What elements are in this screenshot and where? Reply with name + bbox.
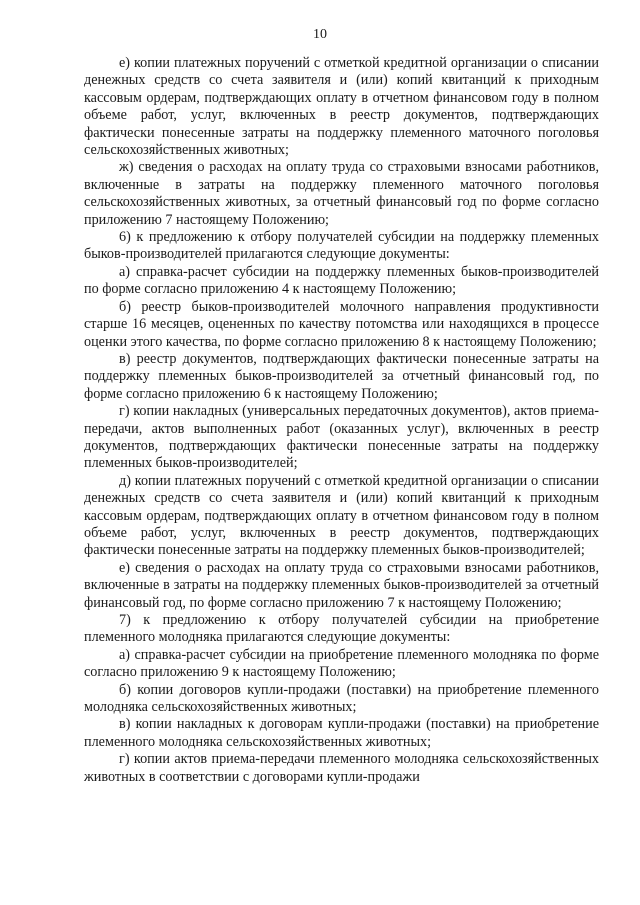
paragraph-e-breeding-stock-payments: е) копии платежных поручений с отметкой кредитной организации о списании денежных средств со счета заявителя и (или) копий квитанций к приходным кассовым ордерам, подтверждающих оплату в отчетном финансовом году в полном объеме работ, услуг, включенных в реестр документов, подтверждающих фактически понесенные затраты на поддержку племенного маточного поголовья сельскохозяйственных животных; bbox=[84, 55, 599, 159]
paragraph-b-bulls-registry: б) реестр быков-производителей молочного направления продуктивности старше 16 месяцев, оцененных по качеству потомства или находящихся в процессе оценки этого качества, по форме согласно приложению 8 к настоящему Положению; bbox=[84, 298, 599, 350]
paragraph-zh-breeding-stock-labor: ж) сведения о расходах на оплату труда со страховыми взносами работников, включенные в затраты на поддержку племенного маточного поголовья сельскохозяйственных животных, за отчетный финансовый год по форме согласно приложению 7 настоящему Положению; bbox=[84, 159, 599, 228]
paragraph-g-young-stock-acts: г) копии актов приема-передачи племенного молодняка сельскохозяйственных животных в соответствии с договорами купли-продажи bbox=[84, 751, 599, 785]
page-number: 10 bbox=[313, 27, 327, 42]
paragraph-e-bulls-labor: е) сведения о расходах на оплату труда со страховыми взносами работников, включенные в затраты на поддержку племенных быков-производителей за отчетный финансовый год, по форме согласно приложению 7 к настоящему Положению; bbox=[84, 559, 599, 611]
paragraph-v-bulls-cost-registry: в) реестр документов, подтверждающих фактически понесенные затраты на поддержку племенных быков-производителей за отчетный финансовый год, по форме согласно приложению 6 к настоящему Положению; bbox=[84, 350, 599, 402]
document-body bbox=[84, 55, 599, 786]
paragraph-v-young-stock-invoices: в) копии накладных к договорам купли-продажи (поставки) на приобретение племенного молодняка сельскохозяйственных животных; bbox=[84, 716, 599, 750]
paragraph-d-bulls-payments: д) копии платежных поручений с отметкой кредитной организации о списании денежных средств со счета заявителя и (или) копий квитанций к приходным кассовым ордерам, подтверждающих оплату в отчетном финансовом году в полном объеме работ, услуг, включенных в реестр документов, подтверждающих фактически понесенные затраты на поддержку племенных быков-производителей; bbox=[84, 472, 599, 559]
paragraph-6-bulls-documents: 6) к предложению к отбору получателей субсидии на поддержку племенных быков-производителей прилагаются следующие документы: bbox=[84, 229, 599, 263]
paragraph-g-bulls-invoices: г) копии накладных (универсальных передаточных документов), актов приема-передачи, актов выполненных работ (оказанных услуг), включенных в реестр документов, подтверждающих фактически понесенные затраты на поддержку племенных быков-производителей; bbox=[84, 403, 599, 472]
paragraph-a-young-stock-calculation: а) справка-расчет субсидии на приобретение племенного молодняка по форме согласно приложению 9 к настоящему Положению; bbox=[84, 646, 599, 681]
paragraph-b-young-stock-contracts: б) копии договоров купли-продажи (поставки) на приобретение племенного молодняка сельскохозяйственных животных; bbox=[84, 681, 599, 716]
paragraph-7-young-stock-documents: 7) к предложению к отбору получателей субсидии на приобретение племенного молодняка прилагаются следующие документы: bbox=[84, 612, 599, 646]
paragraph-a-bulls-calculation: а) справка-расчет субсидии на поддержку племенных быков-производителей по форме согласно приложению 4 к настоящему Положению; bbox=[84, 263, 599, 298]
